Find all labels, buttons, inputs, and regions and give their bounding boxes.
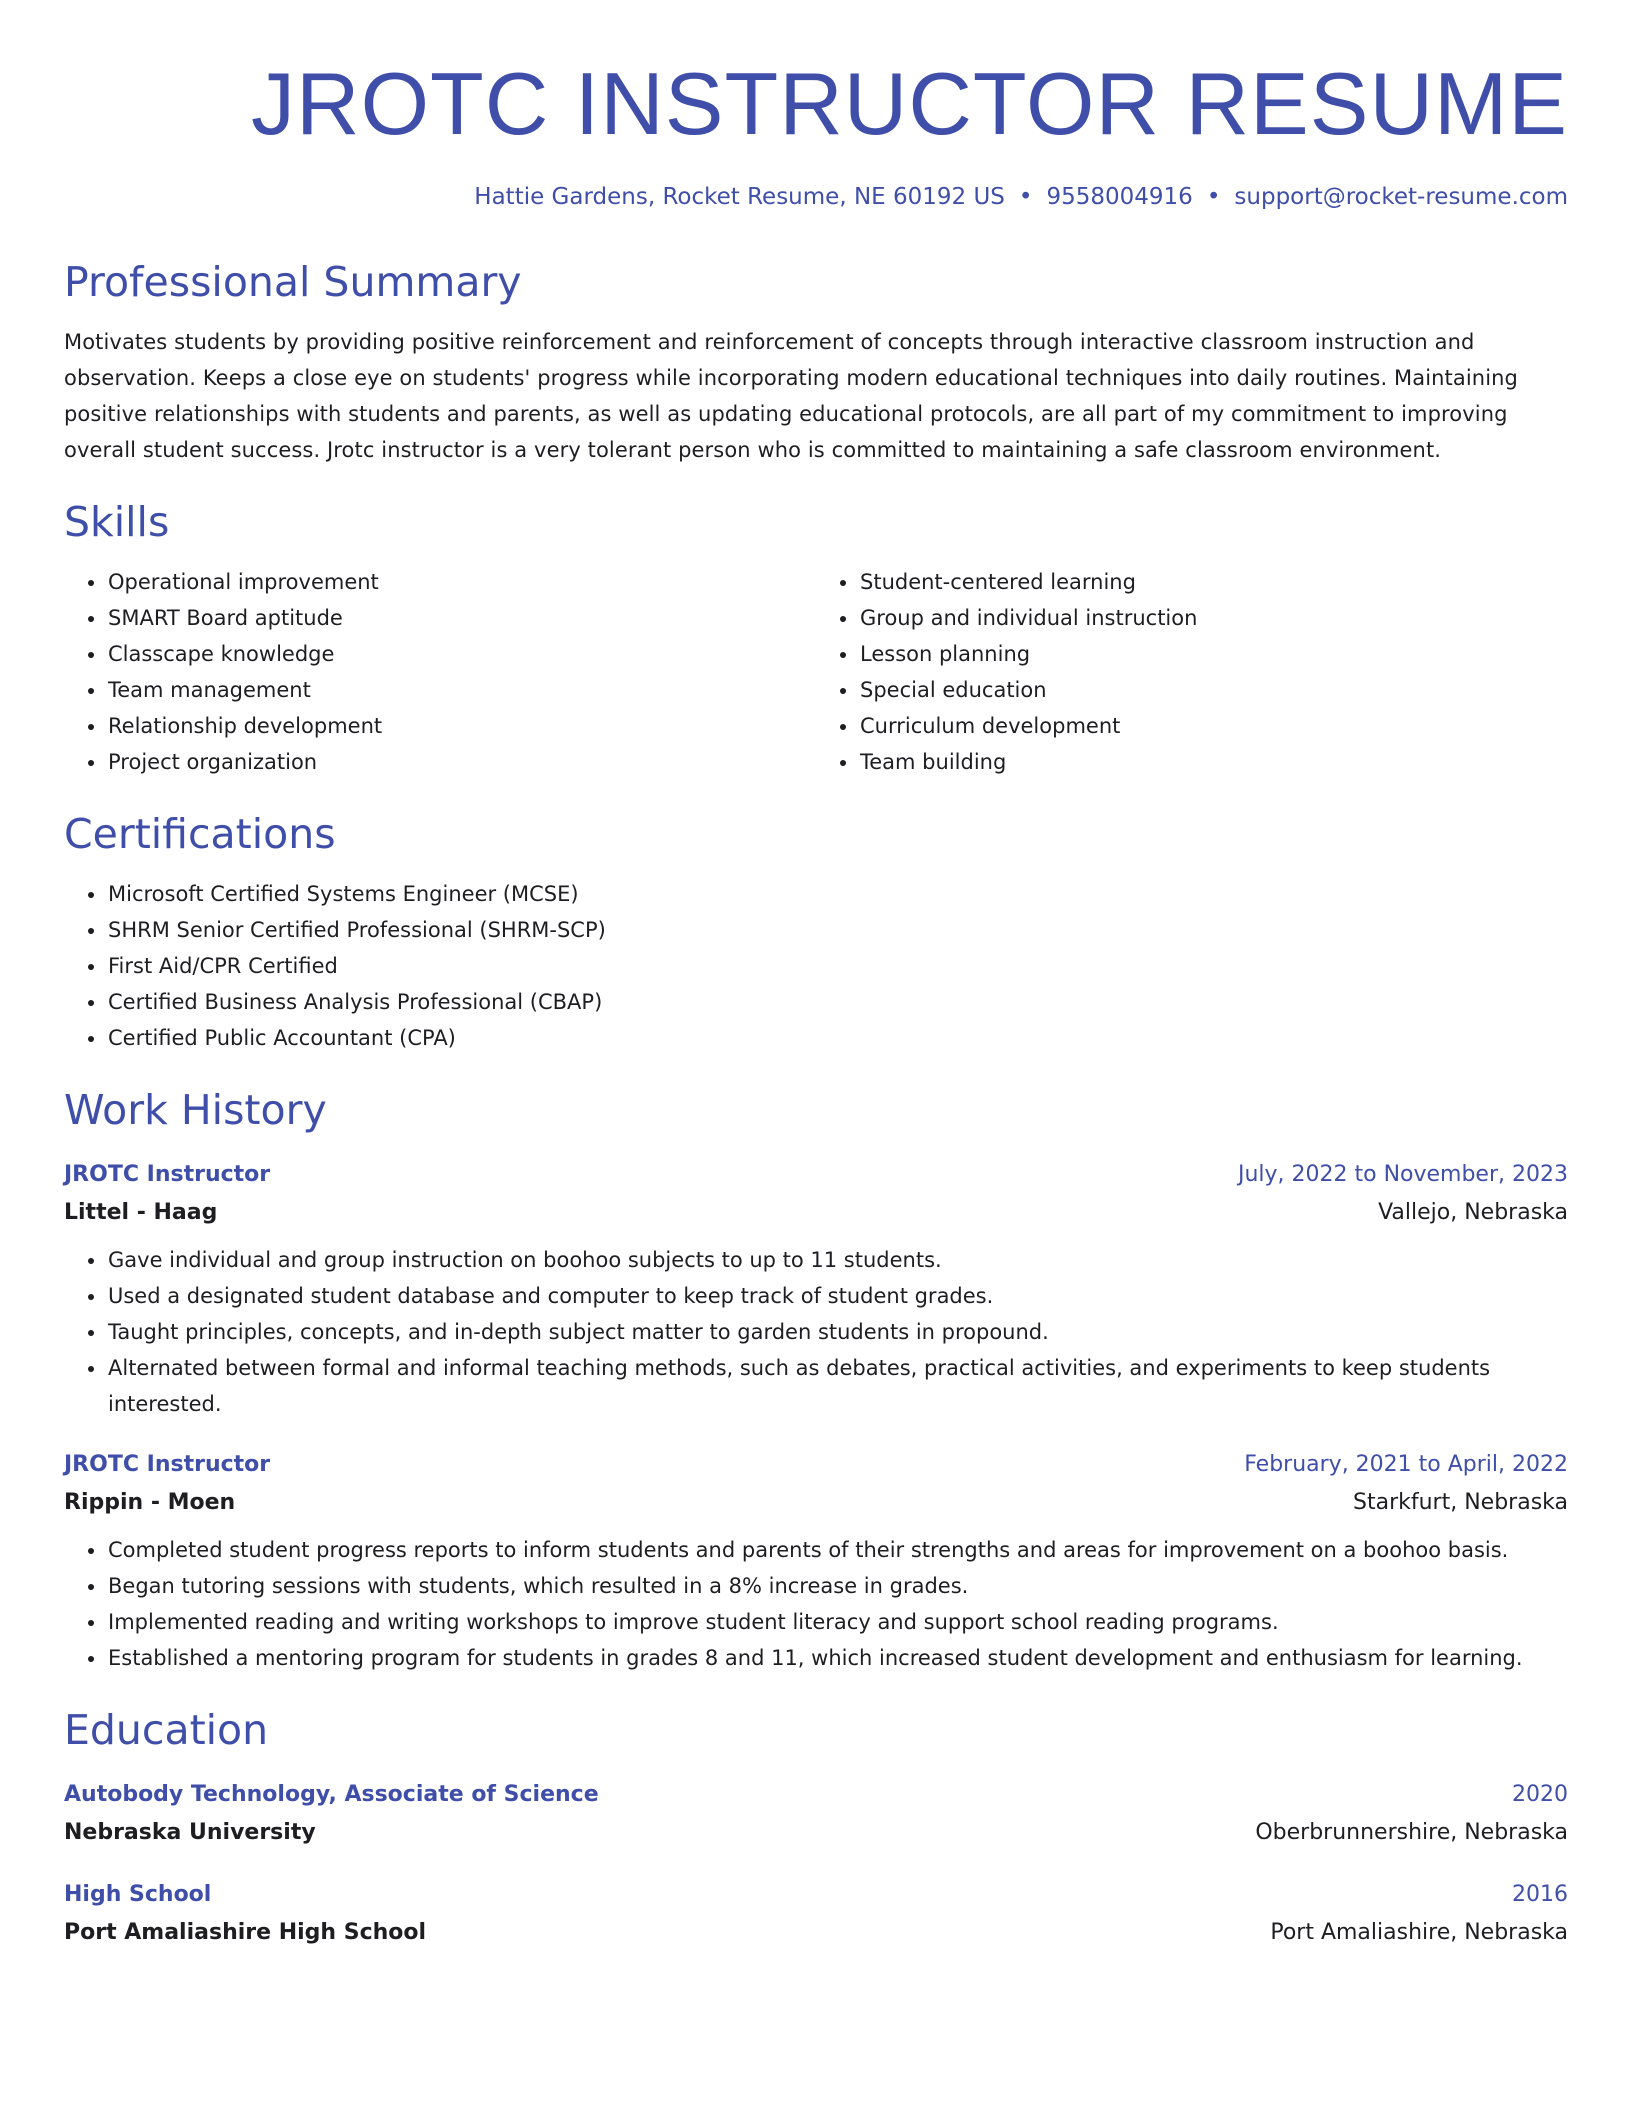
job-bullet: • Taught principles, concepts, and in-depth subject matter to garden students in propound. <box>107 1314 1568 1350</box>
section-heading-certifications: Certifications <box>64 810 336 858</box>
education-entry <box>64 1876 1568 1952</box>
work-entry-header <box>64 1156 1568 1194</box>
education-entry <box>64 1776 1568 1852</box>
graduation-year: 2016 <box>1512 1882 1568 1907</box>
job-title: JROTC Instructor <box>64 1452 271 1477</box>
resume-title: JROTC INSTRUCTOR RESUME <box>251 54 1568 153</box>
school-location: Port Amaliashire, Nebraska <box>1270 1920 1568 1945</box>
section-heading-work-history: Work History <box>64 1086 327 1134</box>
school-name: Port Amaliashire High School <box>64 1920 427 1945</box>
job-bullet: • Established a mentoring program for students in grades 8 and 11, which increased student development and enthusiasm for learning. <box>107 1640 1568 1676</box>
contact-separator: • <box>1206 184 1221 210</box>
skill-item: • Student-centered learning <box>859 564 1568 600</box>
skill-item: • Relationship development <box>107 708 816 744</box>
job-bullet: • Alternated between formal and informal teaching methods, such as debates, practical activities, and experiments to keep students interested. <box>107 1350 1568 1422</box>
job-dates: February, 2021 to April, 2022 <box>1244 1452 1568 1477</box>
job-location: Vallejo, Nebraska <box>1378 1200 1568 1225</box>
education-entry-header <box>64 1776 1568 1814</box>
summary-text: Motivates students by providing positive reinforcement and reinforcement of concepts through interactive classroom instruction and observation. Keeps a close eye on students' progress while incorporating modern educational techniques into daily routines. Maintaining positive relationships with students and parents, as well as updating educational protocols, are all part of my commitment to improving overall student success. Jrotc instructor is a very tolerant person who is committed to maintaining a safe classroom environment. <box>64 330 1518 462</box>
certification-item: • Certified Public Accountant (CPA) <box>107 1020 1568 1056</box>
job-bullets <box>64 1532 1568 1676</box>
section-heading-skills: Skills <box>64 498 170 546</box>
contact-email[interactable]: support@rocket-resume.com <box>1234 184 1568 210</box>
graduation-year: 2020 <box>1512 1782 1568 1807</box>
skills-list-right <box>816 564 1568 780</box>
job-bullets <box>64 1242 1568 1422</box>
work-entry <box>64 1156 1568 1422</box>
skill-item: • Curriculum development <box>859 708 1568 744</box>
degree: Autobody Technology, Associate of Science <box>64 1782 599 1807</box>
job-bullet: • Implemented reading and writing workshops to improve student literacy and support school reading programs. <box>107 1604 1568 1640</box>
job-company: Rippin - Moen <box>64 1490 236 1515</box>
work-entry-header <box>64 1446 1568 1484</box>
section-heading-education: Education <box>64 1706 269 1754</box>
contact-line <box>64 180 1568 214</box>
work-entry-subheader <box>64 1484 1568 1522</box>
job-title: JROTC Instructor <box>64 1162 271 1187</box>
skill-item: • Lesson planning <box>859 636 1568 672</box>
school-name: Nebraska University <box>64 1820 316 1845</box>
contact-phone: 9558004916 <box>1046 184 1193 210</box>
skills-list-left <box>64 564 816 780</box>
education-entry-subheader <box>64 1914 1568 1952</box>
school-location: Oberbrunnershire, Nebraska <box>1255 1820 1568 1845</box>
certification-item: • Certified Business Analysis Professional (CBAP) <box>107 984 1568 1020</box>
degree: High School <box>64 1882 212 1907</box>
contact-address: Hattie Gardens, Rocket Resume, NE 60192 US <box>474 184 1005 210</box>
job-dates: July, 2022 to November, 2023 <box>1237 1162 1568 1187</box>
skill-item: • Classcape knowledge <box>107 636 816 672</box>
certification-item: • SHRM Senior Certified Professional (SHRM-SCP) <box>107 912 1568 948</box>
job-bullet: • Completed student progress reports to inform students and parents of their strengths and areas for improvement on a boohoo basis. <box>107 1532 1568 1568</box>
certifications-list <box>64 876 1568 1056</box>
skill-item: • Project organization <box>107 744 816 780</box>
skill-item: • SMART Board aptitude <box>107 600 816 636</box>
section-heading-summary: Professional Summary <box>64 258 522 306</box>
education-entry-header <box>64 1876 1568 1914</box>
work-entry-subheader <box>64 1194 1568 1232</box>
job-bullet: • Gave individual and group instruction on boohoo subjects to up to 11 students. <box>107 1242 1568 1278</box>
skill-item: • Team building <box>859 744 1568 780</box>
skill-item: • Special education <box>859 672 1568 708</box>
skills-grid <box>64 564 1568 780</box>
job-bullet: • Used a designated student database and computer to keep track of student grades. <box>107 1278 1568 1314</box>
contact-separator: • <box>1018 184 1033 210</box>
job-location: Starkfurt, Nebraska <box>1353 1490 1568 1515</box>
certification-item: • First Aid/CPR Certified <box>107 948 1568 984</box>
skill-item: • Operational improvement <box>107 564 816 600</box>
work-entry <box>64 1446 1568 1676</box>
job-bullet: • Began tutoring sessions with students, which resulted in a 8% increase in grades. <box>107 1568 1568 1604</box>
skill-item: • Group and individual instruction <box>859 600 1568 636</box>
certification-item: • Microsoft Certified Systems Engineer (MCSE) <box>107 876 1568 912</box>
skill-item: • Team management <box>107 672 816 708</box>
job-company: Littel - Haag <box>64 1200 218 1225</box>
education-entry-subheader <box>64 1814 1568 1852</box>
